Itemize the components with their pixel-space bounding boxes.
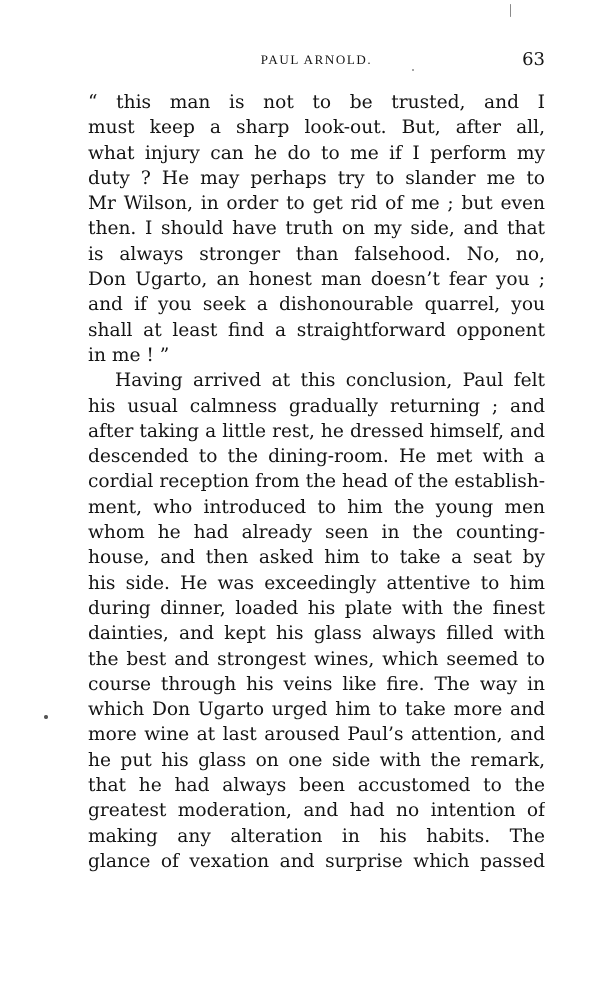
text-line: Don Ugarto, an honest man doesn’t fear you ; <box>88 269 545 291</box>
text-line: “ this man is not to be trusted, and I <box>88 92 545 113</box>
text-line: greatest moderation, and had no intention of <box>88 800 545 822</box>
text-line: Mr Wilson, in order to get rid of me ; but even <box>88 193 545 215</box>
text-line: that he had always been accustomed to the <box>88 775 545 797</box>
text-line: he put his glass on one side with the remark, <box>88 749 545 771</box>
margin-pencil-mark <box>510 4 511 17</box>
text-line: house, and then asked him to take a seat by <box>88 547 545 569</box>
text-line: shall at least find a straightforward opponent <box>88 319 545 341</box>
text-line: ment, who introduced to him the young men <box>88 496 545 518</box>
text-line: his side. He was exceedingly attentive to him <box>88 572 545 594</box>
text-line: duty ? He may perhaps try to slander me to <box>88 167 545 189</box>
body-text <box>88 90 545 874</box>
page-header <box>88 44 545 78</box>
text-line: after taking a little rest, he dressed himself, and <box>88 420 545 442</box>
text-line: the best and strongest wines, which seemed to <box>88 648 545 670</box>
paragraph-end-line: in me ! ” <box>88 344 170 366</box>
text-line: which Don Ugarto urged him to take more and <box>88 699 545 721</box>
text-line: making any alteration in his habits. The <box>88 825 545 847</box>
text-line: cordial reception from the head of the establish- <box>88 471 545 493</box>
page-number: 63 <box>522 49 545 70</box>
text-line: during dinner, loaded his plate with the finest <box>88 597 545 619</box>
text-line: and if you seek a dishonourable quarrel, you <box>88 294 545 316</box>
margin-dot <box>44 715 48 719</box>
text-line: descended to the dining-room. He met with a <box>88 446 545 468</box>
text-line: then. I should have truth on my side, and that <box>88 218 545 240</box>
text-line: more wine at last aroused Paul’s attention, and <box>88 724 545 746</box>
paragraph-start-line: Having arrived at this conclusion, Paul felt <box>115 370 545 392</box>
text-line: is always stronger than falsehood. No, no, <box>88 243 545 265</box>
text-line: what injury can he do to me if I perform my <box>88 142 545 164</box>
text-line: must keep a sharp look-out. But, after all, <box>88 117 545 139</box>
running-title: PAUL ARNOLD. <box>260 52 373 67</box>
text-line: course through his veins like fire. The way in <box>88 673 545 695</box>
text-line: glance of vexation and surprise which passed <box>88 850 545 872</box>
text-line: his usual calmness gradually returning ; and <box>88 395 545 417</box>
text-line: dainties, and kept his glass always filled with <box>88 623 545 645</box>
text-line: whom he had already seen in the counting- <box>88 522 545 544</box>
